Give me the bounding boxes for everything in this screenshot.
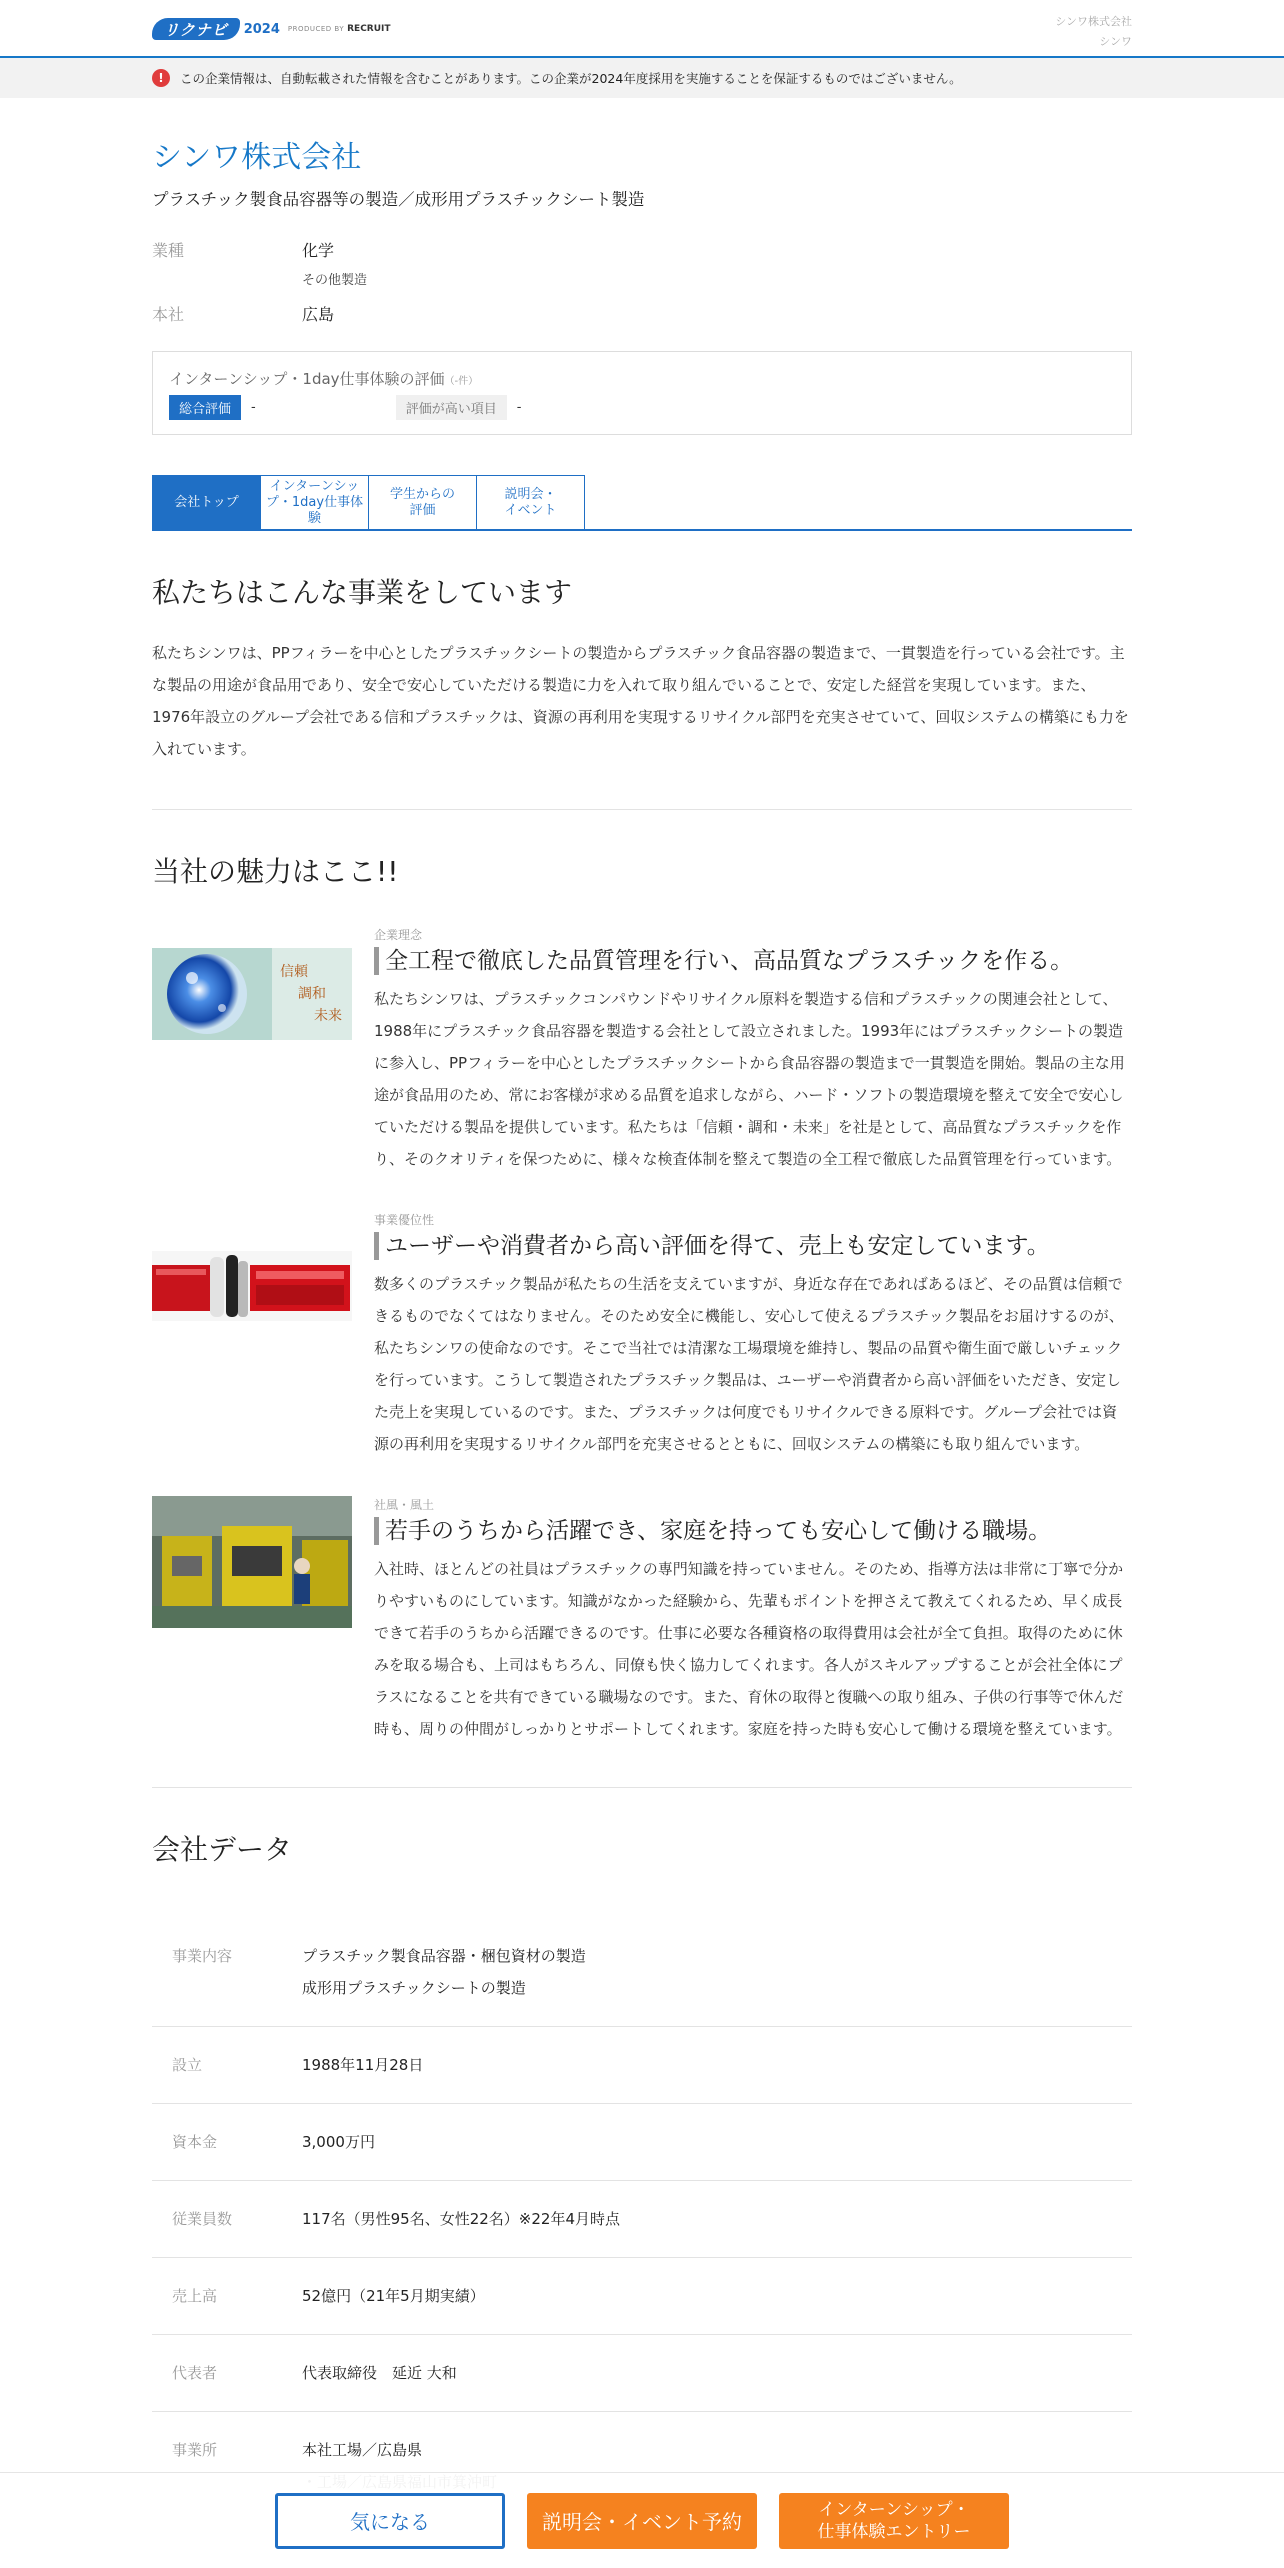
- table-row: [152, 2181, 1132, 2258]
- appeal-heading: ユーザーや消費者から高い評価を得て、売上も安定しています。: [374, 1232, 1132, 1260]
- img-word-trust: 信頼: [280, 964, 308, 980]
- data-value: プラスチック製食品容器・梱包資材の製造: [302, 1947, 586, 1965]
- data-label: 設立: [172, 2056, 203, 2074]
- tab-events-label: 説明会・イベント: [504, 486, 557, 518]
- appeal-item: [152, 926, 1132, 1175]
- notice-banner: [0, 58, 1284, 98]
- overall-value: -: [251, 400, 256, 415]
- appeal-category: 社風・風土: [374, 1498, 435, 1512]
- table-row: [152, 2027, 1132, 2104]
- table-row: [152, 2104, 1132, 2181]
- appeal-image-philosophy: [152, 926, 352, 1058]
- appeal-text: 私たちシンワは、プラスチックコンパウンドやリサイクル原料を製造する信和プラスチックの関連会社として、1988年にプラスチック食品容器を製造する会社として設立されました。1993年にはプラスチックシートの製造に参入し、PPフィラーを中心としたプラスチックシートから食品容器の製造まで一貫製造を開始。製品の主な用途が食品用のため、常にお客様が求める品質を追求しながら、ハード・ソフトの製造環境を整えて安全で安心していただける製品を提供しています。私たちは「信頼・調和・未来」を社是として、高品質なプラスチックを作り、そのクオリティを保つために、様々な検査体制を整えて製造の全工程で徹底した品質管理を行っています。: [374, 990, 1125, 1168]
- tab-company-top[interactable]: 会社トップ: [152, 475, 261, 529]
- industry-label: 業種: [152, 241, 185, 260]
- tab-student-reviews[interactable]: [368, 475, 477, 529]
- overall-badge: 総合評価: [169, 395, 241, 420]
- business-title: 私たちはこんな事業をしています: [152, 576, 573, 609]
- data-label: 従業員数: [172, 2210, 233, 2228]
- company-data-title: 会社データ: [152, 1833, 293, 1866]
- notice-text: この企業情報は、自動転載された情報を含むことがあります。この企業が2024年度採用を実施することを保証するものではございません。: [180, 71, 962, 86]
- appeal-image-products: [152, 1211, 352, 1343]
- table-row: [152, 2335, 1132, 2412]
- header-company-kana: シンワ: [1099, 35, 1132, 48]
- evaluation-title: インターンシップ・1day仕事体験の評価（-件）: [169, 370, 479, 388]
- main-content: [152, 132, 1132, 2520]
- data-label: 事業所: [172, 2441, 218, 2459]
- hq-label: 本社: [152, 305, 185, 324]
- data-value: 成形用プラスチックシートの製造: [302, 1979, 526, 1997]
- site-header: [0, 0, 1284, 58]
- img-word-future: 未来: [314, 1008, 342, 1024]
- appeal-text: 入社時、ほとんどの社員はプラスチックの専門知識を持っていません。そのため、指導方法は非常に丁寧で分かりやすいものにしています。知識がなかった経験から、先輩もポイントを押さえて教えてくれるため、早く成長できて若手のうちから活躍できるのです。仕事に必要な各種資格の取得費用は会社が全て負担。取得のために休みを取る場合も、上司はもちろん、同僚も快く協力してくれます。各人がスキルアップすることが会社全体にプラスになることを共有できている職場なのです。また、育休の取得と復職への取り組み、子供の行事等で休んだ時も、周りの仲間がしっかりとサポートしてくれます。家庭を持った時も安心して働ける環境を整えています。: [374, 1560, 1124, 1738]
- data-value: 52億円（21年5月期実績）: [302, 2287, 485, 2305]
- business-text: 私たちシンワは、PPフィラーを中心としたプラスチックシートの製造からプラスチック食品容器の製造まで、一貫製造を行っている会社です。主な製品の用途が食品用であり、安全で安心していただける製造に力を入れて取り組んでいることで、安定した経営を実現しています。また、1976年設立のグループ会社である信和プラスチックは、資源の再利用を実現するリサイクル部門を充実させていて、回収システムの構築にも力を入れています。: [152, 644, 1129, 758]
- company-name: シンワ株式会社: [152, 140, 362, 175]
- logo-year: 2024: [243, 21, 280, 37]
- appeal-text: 数多くのプラスチック製品が私たちの生活を支えていますが、身近な存在であればあるほど、その品質は信頼できるものでなくてはなりません。そのため安全に機能し、安心して使えるプラスチック製品をお届けするのが、私たちシンワの使命なのです。そこで当社では清潔な工場環境を維持し、製品の品質や衛生面で厳しいチェックを行っています。こうして製造されたプラスチック製品は、ユーザーや消費者から高い評価をいただき、安定した売上を実現しているのです。また、プラスチックは何度でもリサイクルできる原料です。グループ会社では資源の再利用を実現するリサイクル部門を充実させるとともに、回収システムの構築にも取り組んでいます。: [374, 1275, 1124, 1453]
- appeal-title: 当社の魅力はここ!!: [152, 855, 399, 888]
- data-label: 資本金: [172, 2133, 218, 2151]
- table-row: [152, 1918, 1132, 2027]
- img-word-harmony: 調和: [298, 986, 326, 1002]
- data-value: 3,000万円: [302, 2133, 375, 2151]
- data-value: 本社工場／広島県: [302, 2441, 423, 2459]
- data-label: 事業内容: [172, 1947, 233, 1965]
- divider: [152, 1787, 1132, 1788]
- site-logo[interactable]: [152, 18, 391, 40]
- company-info: [152, 238, 1132, 325]
- tab-internship[interactable]: [260, 475, 369, 529]
- warning-icon: !: [152, 69, 170, 87]
- divider: [152, 809, 1132, 810]
- header-company-name: シンワ株式会社: [1055, 15, 1132, 28]
- appeal-heading: 若手のうちから活躍でき、家庭を持っても安心して働ける職場。: [374, 1517, 1132, 1545]
- bottom-action-bar: [0, 2472, 1284, 2568]
- company-tabs: [152, 475, 1132, 531]
- data-value: 1988年11月28日: [302, 2056, 424, 2074]
- company-data-table: [152, 1918, 1132, 2520]
- data-label: 代表者: [172, 2364, 218, 2382]
- hq-value: 広島: [302, 305, 335, 324]
- high-eval-value: -: [516, 400, 522, 415]
- header-company: [1055, 12, 1132, 52]
- internship-entry-line1: インターンシップ・: [818, 2499, 970, 2520]
- industry-sub: その他製造: [302, 273, 368, 288]
- internship-entry-line2: 仕事体験エントリー: [817, 2521, 971, 2542]
- tab-events[interactable]: [476, 475, 585, 529]
- data-value: 代表取締役 延近 大和: [302, 2364, 457, 2382]
- evaluation-box: [152, 351, 1132, 435]
- internship-entry-button[interactable]: [779, 2493, 1009, 2549]
- favorite-button[interactable]: 気になる: [275, 2493, 505, 2549]
- produced-by-text: PRODUCED BY: [287, 25, 345, 33]
- tab-reviews-label: 学生からの評価: [389, 486, 455, 518]
- evaluation-count: （-件）: [444, 376, 479, 387]
- tab-internship-label: インターンシップ・1day仕事体験: [265, 478, 364, 526]
- rikunabi-logo: リクナビ: [152, 18, 240, 40]
- data-value: 117名（男性95名、女性22名）※22年4月時点: [302, 2210, 621, 2228]
- table-row: [152, 2258, 1132, 2335]
- appeal-item: [152, 1211, 1132, 1460]
- appeal-category: 企業理念: [374, 928, 423, 942]
- event-reservation-button[interactable]: 説明会・イベント予約: [527, 2493, 757, 2549]
- industry-value: 化学: [302, 241, 335, 260]
- company-description: プラスチック製食品容器等の製造／成形用プラスチックシート製造: [152, 190, 645, 209]
- appeal-category: 事業優位性: [374, 1213, 435, 1227]
- appeal-heading: 全工程で徹底した品質管理を行い、高品質なプラスチックを作る。: [374, 947, 1132, 975]
- appeal-image-factory: [152, 1496, 352, 1628]
- appeal-item: [152, 1496, 1132, 1745]
- recruit-logo: RECRUIT: [347, 24, 391, 34]
- high-eval-badge: 評価が高い項目: [396, 395, 507, 420]
- data-label: 売上高: [172, 2287, 218, 2305]
